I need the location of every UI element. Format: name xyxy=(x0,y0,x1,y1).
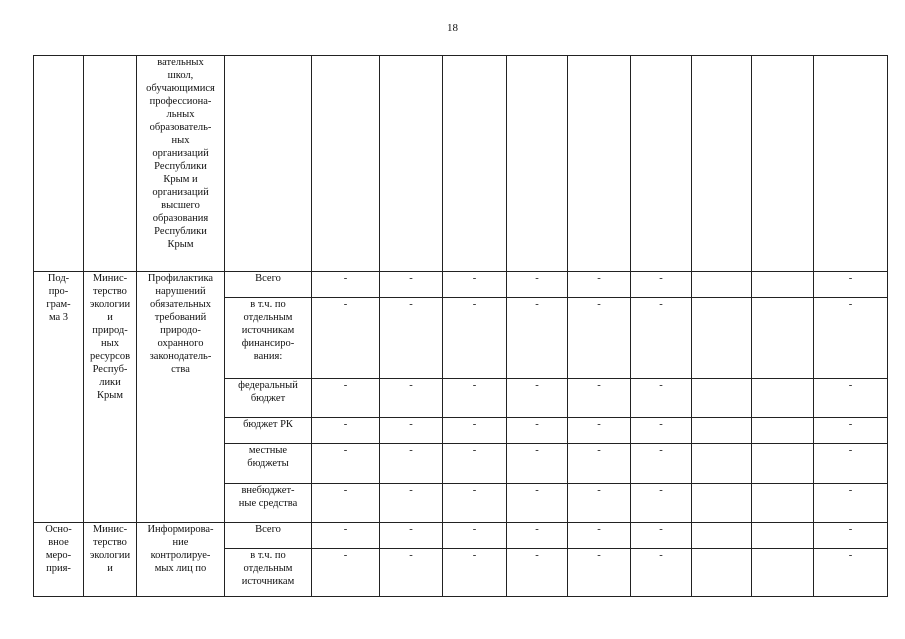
funding-value xyxy=(692,418,752,444)
funding-value: - xyxy=(507,549,568,597)
funding-value: - xyxy=(568,444,631,484)
funding-value: - xyxy=(568,298,631,379)
funding-value: - xyxy=(312,549,380,597)
cell-empty xyxy=(380,56,443,272)
funding-value: - xyxy=(507,484,568,523)
funding-value: - xyxy=(312,484,380,523)
funding-value: - xyxy=(380,272,443,298)
funding-value: - xyxy=(631,484,692,523)
table-row xyxy=(34,56,888,272)
cell-empty xyxy=(814,56,888,272)
funding-value: - xyxy=(631,298,692,379)
program-type-cell: Под- про- грам- ма 3 xyxy=(34,272,84,523)
funding-value: - xyxy=(312,272,380,298)
funding-value: - xyxy=(814,298,888,379)
funding-value: - xyxy=(814,549,888,597)
funding-value: - xyxy=(443,298,507,379)
funding-value: - xyxy=(568,484,631,523)
funding-value xyxy=(752,444,814,484)
funding-value: - xyxy=(568,272,631,298)
event-name-cell: Информирова- ние контролируе- мых лиц по xyxy=(137,523,225,597)
funding-value: - xyxy=(631,444,692,484)
funding-value: - xyxy=(507,418,568,444)
funding-value: - xyxy=(380,484,443,523)
executor-cell: Минис- терство экологии и xyxy=(84,523,137,597)
cell-empty xyxy=(312,56,380,272)
funding-value xyxy=(752,418,814,444)
funding-value: - xyxy=(568,549,631,597)
funding-value: - xyxy=(507,379,568,418)
table-row xyxy=(34,523,888,549)
funding-value: - xyxy=(631,549,692,597)
funding-value: - xyxy=(631,418,692,444)
funding-value xyxy=(692,298,752,379)
funding-value: - xyxy=(312,444,380,484)
cell-empty xyxy=(631,56,692,272)
funding-value xyxy=(692,549,752,597)
funding-source-label: федеральный бюджет xyxy=(225,379,312,418)
funding-value: - xyxy=(312,298,380,379)
funding-source-label: внебюджет- ные средства xyxy=(225,484,312,523)
funding-value: - xyxy=(380,523,443,549)
funding-value: - xyxy=(507,523,568,549)
funding-source-label: в т.ч. по отдельным источникам финансиро- вания: xyxy=(225,298,312,379)
budget-table xyxy=(33,55,888,597)
funding-value xyxy=(752,549,814,597)
funding-value xyxy=(692,484,752,523)
funding-value xyxy=(692,379,752,418)
funding-value: - xyxy=(568,418,631,444)
funding-value: - xyxy=(814,379,888,418)
funding-value: - xyxy=(380,379,443,418)
cell-empty xyxy=(692,56,752,272)
funding-value: - xyxy=(443,379,507,418)
funding-source-label: местные бюджеты xyxy=(225,444,312,484)
funding-value xyxy=(752,272,814,298)
executor-cell: Минис- терство экологии и природ- ных ресурсов Респуб- лики Крым xyxy=(84,272,137,523)
funding-value: - xyxy=(312,523,380,549)
funding-value: - xyxy=(814,523,888,549)
cell-empty xyxy=(507,56,568,272)
page-number: 18 xyxy=(447,22,458,34)
cell-empty xyxy=(568,56,631,272)
funding-value: - xyxy=(312,379,380,418)
funding-value: - xyxy=(507,272,568,298)
cell-empty xyxy=(225,56,312,272)
funding-value: - xyxy=(631,523,692,549)
funding-value: - xyxy=(568,379,631,418)
funding-value: - xyxy=(380,418,443,444)
funding-value: - xyxy=(507,444,568,484)
funding-value xyxy=(692,523,752,549)
funding-value: - xyxy=(814,272,888,298)
funding-value: - xyxy=(814,484,888,523)
cell-empty xyxy=(84,56,137,272)
funding-value xyxy=(692,444,752,484)
funding-value: - xyxy=(312,418,380,444)
funding-source-label: в т.ч. по отдельным источникам xyxy=(225,549,312,597)
funding-value: - xyxy=(443,444,507,484)
table-row xyxy=(34,272,888,298)
funding-value xyxy=(752,379,814,418)
funding-value xyxy=(752,484,814,523)
funding-source-label: Всего xyxy=(225,272,312,298)
funding-value: - xyxy=(507,298,568,379)
funding-value: - xyxy=(443,484,507,523)
funding-value: - xyxy=(380,298,443,379)
funding-value: - xyxy=(631,272,692,298)
funding-value: - xyxy=(443,549,507,597)
funding-value: - xyxy=(443,272,507,298)
funding-value: - xyxy=(443,523,507,549)
funding-value: - xyxy=(443,418,507,444)
funding-value xyxy=(752,298,814,379)
event-name-continuation: вательных школ, обучающимися профессиона- льных образователь- ных организаций Республики Крым и организаций высшего образования Республики Крым xyxy=(137,56,225,272)
funding-value: - xyxy=(568,523,631,549)
cell-empty xyxy=(443,56,507,272)
funding-source-label: бюджет РК xyxy=(225,418,312,444)
program-type-cell: Осно- вное меро- прия- xyxy=(34,523,84,597)
funding-value: - xyxy=(380,549,443,597)
funding-value: - xyxy=(814,418,888,444)
funding-source-label: Всего xyxy=(225,523,312,549)
funding-value: - xyxy=(631,379,692,418)
cell-empty xyxy=(752,56,814,272)
cell-empty xyxy=(34,56,84,272)
event-name-cell: Профилактика нарушений обязательных требований природо- охранного законодатель- ства xyxy=(137,272,225,523)
funding-value: - xyxy=(814,444,888,484)
funding-value xyxy=(752,523,814,549)
funding-value: - xyxy=(380,444,443,484)
funding-value xyxy=(692,272,752,298)
